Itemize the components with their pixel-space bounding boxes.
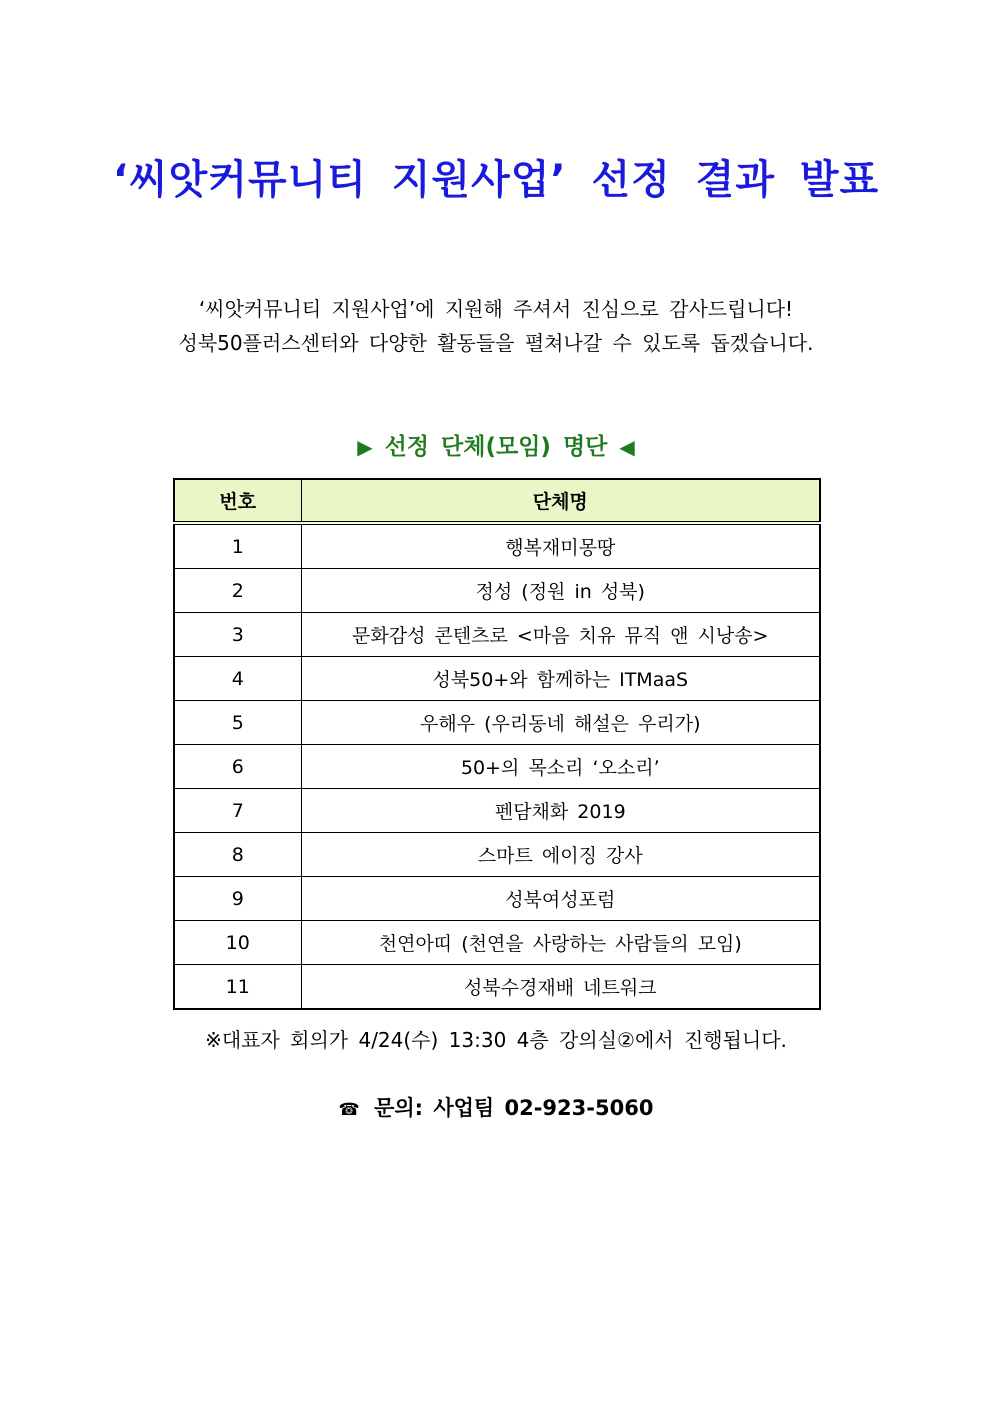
table-row [174, 523, 820, 569]
row-number-cell: 9 [174, 877, 301, 921]
table-row [174, 701, 820, 745]
row-number-cell: 10 [174, 921, 301, 965]
row-number-cell: 2 [174, 569, 301, 613]
group-name-cell: 정성 (정원 in 성북) [301, 569, 820, 613]
triangle-right-icon: ▶ [357, 435, 373, 459]
table-row [174, 833, 820, 877]
row-number-cell: 1 [174, 523, 301, 569]
row-number-cell: 7 [174, 789, 301, 833]
table-row [174, 877, 820, 921]
intro-text [0, 292, 992, 360]
table-row [174, 745, 820, 789]
group-name-cell: 천연아띠 (천연을 사랑하는 사람들의 모임) [301, 921, 820, 965]
triangle-left-icon: ◀ [619, 435, 635, 459]
section-heading [0, 428, 992, 461]
group-name-cell: 문화감성 콘텐츠로 <마음 치유 뮤직 앤 시낭송> [301, 613, 820, 657]
group-name-cell: 펜담채화 2019 [301, 789, 820, 833]
meeting-note: ※대표자 회의가 4/24(수) 13:30 4층 강의실②에서 진행됩니다. [205, 1028, 787, 1052]
table-row [174, 921, 820, 965]
row-number-cell: 5 [174, 701, 301, 745]
contact-text: 문의: 사업팀 02-923-5060 [374, 1096, 654, 1120]
row-number-cell: 4 [174, 657, 301, 701]
group-name-cell: 성북여성포럼 [301, 877, 820, 921]
table-header-row [174, 479, 820, 523]
row-number-cell: 8 [174, 833, 301, 877]
group-name-cell: 우해우 (우리동네 해설은 우리가) [301, 701, 820, 745]
group-name-cell: 행복재미몽땅 [301, 523, 820, 569]
intro-line-1: ‘씨앗커뮤니티 지원사업’에 지원해 주셔서 진심으로 감사드립니다! [198, 297, 794, 321]
table-row [174, 569, 820, 613]
column-header-number: 번호 [174, 479, 301, 523]
table-row [174, 613, 820, 657]
contact-info [0, 1092, 992, 1122]
table-row [174, 965, 820, 1010]
row-number-cell: 6 [174, 745, 301, 789]
table-row [174, 789, 820, 833]
page-title: ‘씨앗커뮤니티 지원사업’ 선정 결과 발표 [112, 157, 880, 203]
intro-line-2: 성북50플러스센터와 다양한 활동들을 펼쳐나갈 수 있도록 돕겠습니다. [178, 331, 814, 355]
table-row [174, 657, 820, 701]
row-number-cell: 3 [174, 613, 301, 657]
row-number-cell: 11 [174, 965, 301, 1010]
phone-icon: ☎ [338, 1100, 360, 1120]
group-name-cell: 스마트 에이징 강사 [301, 833, 820, 877]
section-heading-text: 선정 단체(모임) 명단 [384, 434, 608, 460]
column-header-group-name: 단체명 [301, 479, 820, 523]
selected-groups-table [173, 478, 821, 1010]
group-name-cell: 성북50+와 함께하는 ITMaaS [301, 657, 820, 701]
group-name-cell: 성북수경재배 네트워크 [301, 965, 820, 1010]
group-name-cell: 50+의 목소리 ‘오소리’ [301, 745, 820, 789]
